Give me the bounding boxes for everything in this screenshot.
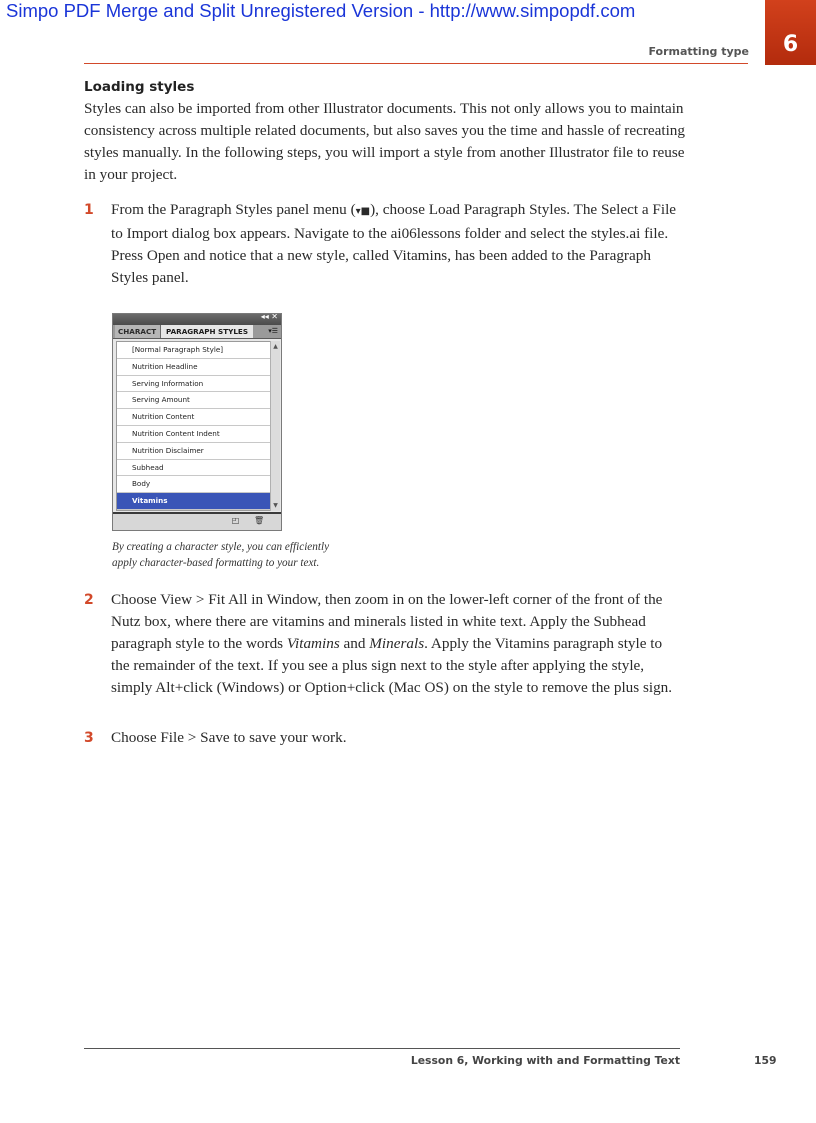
style-item[interactable]: Serving Information: [117, 376, 270, 393]
style-item[interactable]: Nutrition Content: [117, 409, 270, 426]
style-item[interactable]: Body: [117, 476, 270, 493]
step-text-emphasis: Minerals: [369, 635, 425, 652]
intro-paragraph: Styles can also be imported from other Illustrator documents. This not only allows you to maintain consistency across multiple related documents, but also saves you the time and hassle of recreating styles manually. In the following steps, you will import a style from another Illustrator file to reuse in your project.: [84, 100, 685, 183]
step-text-part: ), choose Load Paragraph Styles. The Select a File to Import dialog box appears. Navigate to the ai06lessons folder and select the styles.ai file. Press Open and notice that a new style, called Vitamins, has been added to the Paragraph Styles panel.: [111, 201, 677, 286]
style-list-scrollbar[interactable]: [270, 341, 280, 511]
step-text-part: . Apply the Vitamins paragraph style to the remainder of the text. If you see a plus sign next to the style after applying the style, simply Alt+click (Windows) or Option+click (Mac OS) on the style to remove the plus sign.: [111, 635, 673, 696]
step-text: Choose File > Save to save your work.: [111, 729, 347, 746]
collapse-close-icon[interactable]: ◂◂ ✕: [260, 313, 278, 321]
step-text-part: and: [339, 635, 370, 652]
caption-line: apply character-based formatting to your text.: [112, 557, 320, 569]
style-item[interactable]: Serving Amount: [117, 392, 270, 409]
new-style-icon[interactable]: ◰: [231, 516, 240, 525]
scroll-up-icon[interactable]: ▲: [273, 343, 278, 350]
style-list: [116, 341, 271, 511]
step-text: [111, 199, 679, 289]
step-text: [111, 589, 679, 699]
section-heading: Loading styles: [84, 79, 195, 95]
step-number: 2: [84, 592, 94, 608]
step-number: 3: [84, 730, 94, 746]
watermark-banner: Simpo PDF Merge and Split Unregistered Version - http://www.simpopdf.com: [6, 0, 636, 21]
tab-paragraph-styles[interactable]: PARAGRAPH STYLES: [161, 325, 253, 338]
page-number: 159: [754, 1054, 777, 1067]
header-rule: [84, 63, 748, 64]
panel-menu-icon: ▾■: [355, 206, 371, 217]
step-text-emphasis: Vitamins: [286, 635, 340, 652]
step-text-part: Choose View > Fit All in Window, then zoom in on the lower-left corner of the front of the Nutz box, where there are vitamins and minerals listed in white text. Apply the Subhead paragraph style to the words: [111, 591, 663, 652]
delete-style-icon[interactable]: 🗑: [254, 516, 265, 525]
panel-titlebar: [113, 314, 281, 325]
panel-tabs: [113, 325, 281, 339]
style-item-selected[interactable]: Vitamins: [117, 493, 270, 510]
step-number: 1: [84, 202, 94, 218]
footer-lesson-title: Lesson 6, Working with and Formatting Text: [410, 1054, 680, 1067]
running-header: Formatting type: [648, 45, 749, 58]
panel-footer: [113, 512, 281, 530]
step-text-part: From the Paragraph Styles panel menu (: [111, 201, 356, 218]
style-item[interactable]: Nutrition Disclaimer: [117, 443, 270, 460]
figure-caption: [112, 539, 332, 571]
panel-menu-icon[interactable]: ▾☰: [268, 327, 278, 335]
style-item[interactable]: [Normal Paragraph Style]: [117, 342, 270, 359]
style-item[interactable]: Subhead: [117, 460, 270, 477]
scroll-down-icon[interactable]: ▼: [273, 502, 278, 509]
footer-rule: [84, 1048, 680, 1049]
chapter-tab: [765, 0, 816, 65]
style-item[interactable]: Nutrition Content Indent: [117, 426, 270, 443]
tab-character[interactable]: CHARACT: [115, 325, 161, 338]
caption-line: By creating a character style, you can efficiently: [112, 541, 330, 553]
style-item[interactable]: Nutrition Headline: [117, 359, 270, 376]
chapter-number: 6: [782, 32, 799, 57]
paragraph-styles-panel: [112, 313, 282, 531]
